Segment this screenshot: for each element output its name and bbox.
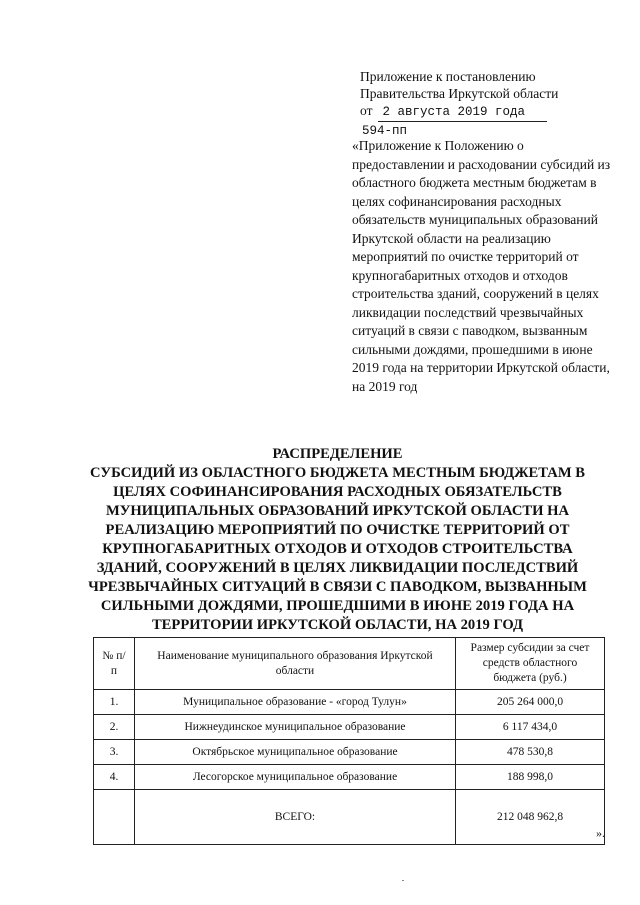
table-row xyxy=(94,690,605,715)
row-num: 1. xyxy=(94,690,135,715)
row-num: 2. xyxy=(94,715,135,740)
table-total-row xyxy=(94,790,605,845)
total-num-cell xyxy=(94,790,135,845)
table-header-row xyxy=(94,638,605,690)
annex-header-date xyxy=(360,102,558,122)
row-amount: 478 530,8 xyxy=(456,740,605,765)
row-name: Лесогорское муниципальное образование xyxy=(135,765,456,790)
date-prefix: от xyxy=(360,103,373,118)
title-line1: РАСПРЕДЕЛЕНИЕ xyxy=(272,446,403,462)
annex-header-line1: Приложение к постановлению xyxy=(360,69,536,84)
total-label: ВСЕГО: xyxy=(135,790,456,845)
total-amount: 212 048 962,8 xyxy=(456,790,605,845)
decree-number: 594-пп xyxy=(362,124,408,138)
header-num: № п/п xyxy=(94,638,135,690)
row-num: 4. xyxy=(94,765,135,790)
header-amount: Размер субсидии за счет средств областного бюджета (руб.) xyxy=(456,638,605,690)
table-row xyxy=(94,715,605,740)
table-row xyxy=(94,765,605,790)
scan-speck xyxy=(402,880,404,881)
document-title xyxy=(70,445,605,635)
row-amount: 205 264 000,0 xyxy=(456,690,605,715)
date-value: 2 августа 2019 года xyxy=(378,104,547,122)
closing-quote-mark: ». xyxy=(596,826,605,840)
annex-regulation-text: «Приложение к Положению о предоставлении и расходовании субсидий из областного бюджета местным бюджетам в целях софинансирования расходных обязательств муниципальных образований Иркутской области на реализацию мероприятий по очистке территорий от крупногабаритных отходов и отходов строительства зданий, сооружений в целях ликвидации последствий чрезвычайных ситуаций в связи с паводком, вызванным сильными дождями, прошедшими в июне 2019 года на территории Иркутской области, на 2019 год xyxy=(352,138,611,394)
header-name: Наименование муниципального образования Иркутской области xyxy=(135,638,456,690)
row-amount: 6 117 434,0 xyxy=(456,715,605,740)
annex-header-line2: Правительства Иркутской области xyxy=(360,86,559,101)
row-name: Муниципальное образование - «город Тулун» xyxy=(135,690,456,715)
table-row xyxy=(94,740,605,765)
row-name: Нижнеудинское муниципальное образование xyxy=(135,715,456,740)
row-amount: 188 998,0 xyxy=(456,765,605,790)
subsidy-distribution-table xyxy=(93,637,605,845)
annex-header xyxy=(360,68,558,140)
title-line2: СУБСИДИЙ ИЗ ОБЛАСТНОГО БЮДЖЕТА МЕСТНЫМ БЮДЖЕТАМ В ЦЕЛЯХ СОФИНАНСИРОВАНИЯ РАСХОДНЫХ ОБЯЗАТЕЛЬСТВ МУНИЦИПАЛЬНЫХ ОБРАЗОВАНИЙ ИРКУТСКОЙ ОБЛАСТИ НА РЕАЛИЗАЦИЮ МЕРОПРИЯТИЙ ПО ОЧИСТКЕ ТЕРРИТОРИЙ ОТ КРУПНОГАБАРИТНЫХ ОТХОДОВ И ОТХОДОВ СТРОИТЕЛЬСТВА ЗДАНИЙ, СООРУЖЕНИЙ В ЦЕЛЯХ ЛИКВИДАЦИИ ПОСЛЕДСТВИЙ ЧРЕЗВЫЧАЙНЫХ СИТУАЦИЙ В СВЯЗИ С ПАВОДКОМ, ВЫЗВАННЫМ СИЛЬНЫМИ ДОЖДЯМИ, ПРОШЕДШИМИ В ИЮНЕ 2019 ГОДА НА ТЕРРИТОРИИ ИРКУТСКОЙ ОБЛАСТИ, НА 2019 ГОД xyxy=(88,465,587,633)
row-num: 3. xyxy=(94,740,135,765)
row-name: Октябрьское муниципальное образование xyxy=(135,740,456,765)
